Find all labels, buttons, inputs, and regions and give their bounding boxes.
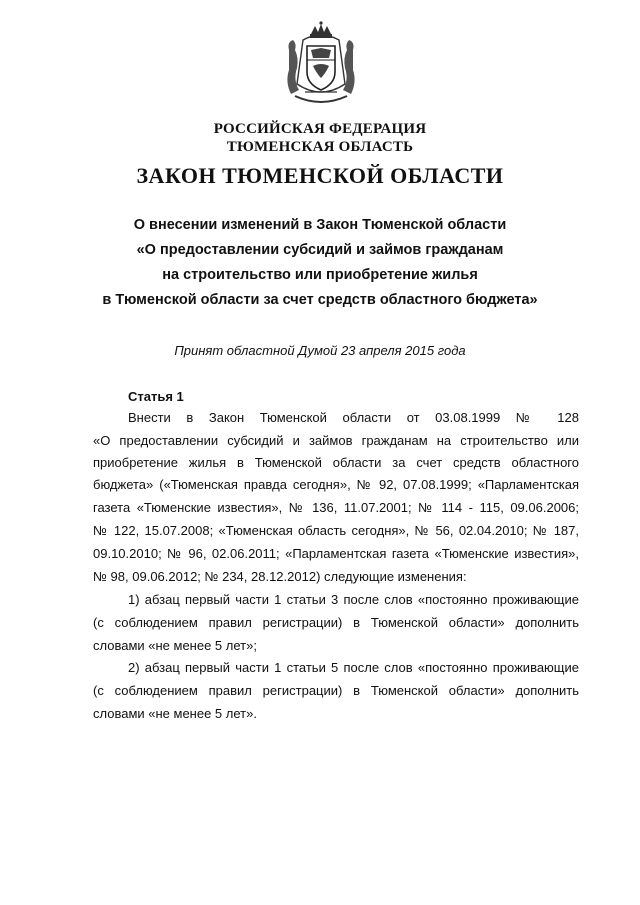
title-line: О внесении изменений в Закон Тюменской области (133, 217, 507, 233)
law-title: ЗАКОН ТЮМЕНСКОЙ ОБЛАСТИ (136, 163, 504, 188)
region-heading: ТЮМЕНСКАЯ ОБЛАСТЬ (226, 139, 414, 155)
article-line: газета «Тюменские известия», № 136, 11.07.2001; № 114 - 115, 09.06.2006; (93, 500, 579, 515)
title-line: в Тюменской области за счет средств областного бюджета» (102, 292, 538, 308)
title-line: «О предоставлении субсидий и займов гражданам (136, 242, 504, 258)
article-line: 2) абзац первый части 1 статьи 5 после слов «постоянно проживающие (128, 660, 579, 675)
tyumen-coat-of-arms-icon (285, 20, 357, 108)
article-line: 09.10.2010; № 96, 02.06.2011; «Парламентская газета «Тюменские известия», (93, 546, 579, 561)
article-line: (с соблюдением правил регистрации) в Тюменской области» дополнить (93, 683, 579, 698)
article-line: словами «не менее 5 лет»; (93, 638, 257, 653)
title-line: на строительство или приобретение жилья (162, 267, 478, 283)
adoption-date: Принят областной Думой 23 апреля 2015 года (174, 343, 466, 358)
article-line: словами «не менее 5 лет». (93, 706, 257, 721)
article-line: № 122, 15.07.2008; «Тюменская область сегодня», № 56, 02.04.2010; № 187, (93, 523, 579, 538)
article-line: приобретение жилья в Тюменской области за счет средств областного (93, 455, 579, 470)
article-line: № 98, 09.06.2012; № 234, 28.12.2012) следующие изменения: (93, 569, 467, 584)
article-line: 1) абзац первый части 1 статьи 3 после слов «постоянно проживающие (128, 592, 579, 607)
federation-heading: РОССИЙСКАЯ ФЕДЕРАЦИЯ (213, 121, 427, 137)
article-line: (с соблюдением правил регистрации) в Тюменской области» дополнить (93, 615, 579, 630)
article-line: «О предоставлении субсидий и займов гражданам на строительство или (93, 433, 579, 448)
article-line: Внести в Закон Тюменской области от 03.08.1999 № 128 (128, 410, 579, 425)
article-line: бюджета» («Тюменская правда сегодня», № 92, 07.08.1999; «Парламентская (93, 477, 579, 492)
article-heading: Статья 1 (128, 389, 184, 404)
